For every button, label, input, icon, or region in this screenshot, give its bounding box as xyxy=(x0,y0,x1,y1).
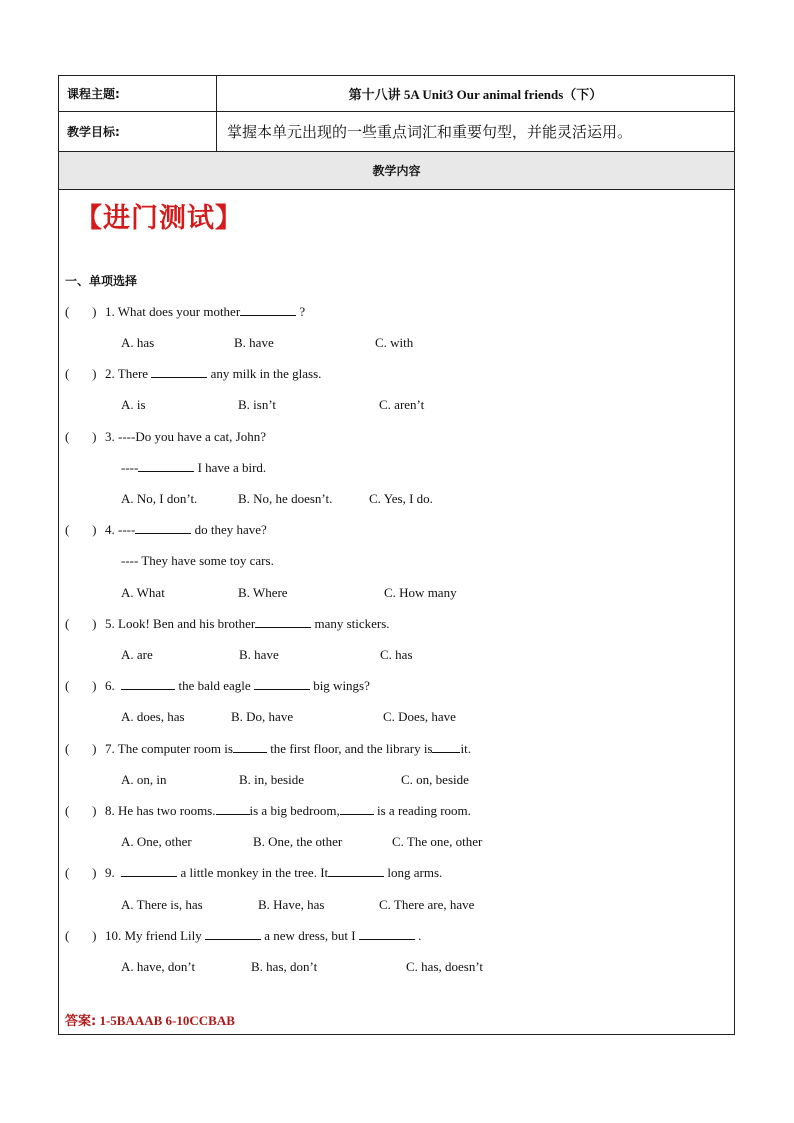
option-b[interactable]: B. have xyxy=(234,335,274,350)
goal-row xyxy=(59,112,734,152)
answer-blank[interactable] xyxy=(151,366,207,378)
option-c[interactable]: C. Yes, I do. xyxy=(369,491,433,506)
answer-blank[interactable] xyxy=(254,678,310,690)
answer-label: 答案: xyxy=(65,1014,97,1029)
question-6: ( ) 6. the bald eagle big wings? xyxy=(65,678,370,693)
option-b[interactable]: B. isn’t xyxy=(238,397,277,412)
answer-blank[interactable] xyxy=(359,928,415,940)
topic-value: 第十八讲 5A Unit3 Our animal friends（下） xyxy=(348,87,603,102)
option-b[interactable]: B. No, he doesn’t. xyxy=(238,491,333,506)
question-3: ( ) 3. ----Do you have a cat, John? xyxy=(65,429,266,444)
option-b[interactable]: B. Have, has xyxy=(258,897,325,912)
option-b[interactable]: B. Where xyxy=(238,585,288,600)
answer-key xyxy=(65,1010,235,1029)
answer-blank[interactable] xyxy=(121,865,177,877)
option-a[interactable]: A. is xyxy=(121,397,146,412)
content-header: 教学内容 xyxy=(372,164,421,178)
option-b[interactable]: B. One, the other xyxy=(253,834,343,849)
option-c[interactable]: C. with xyxy=(375,335,414,350)
option-a[interactable]: A. There is, has xyxy=(121,897,203,912)
answer-blank[interactable] xyxy=(138,460,194,472)
option-c[interactable]: C. on, beside xyxy=(401,772,469,787)
option-a[interactable]: A. No, I don’t. xyxy=(121,491,198,506)
option-a[interactable]: A. What xyxy=(121,585,165,600)
test-title: 【进门测试】 xyxy=(75,203,243,234)
answer-blank[interactable] xyxy=(340,803,374,815)
answer-value: 1-5BAAAB 6-10CCBAB xyxy=(99,1013,235,1028)
question-10: ( ) 10. My friend Lily a new dress, but I . xyxy=(65,928,422,943)
question-3-reply: ---- I have a bird. xyxy=(121,460,267,475)
answer-blank[interactable] xyxy=(328,865,384,877)
option-c[interactable]: C. has, doesn’t xyxy=(406,959,484,974)
question-4: ( ) 4. ---- do they have? xyxy=(65,522,267,537)
question-7: ( ) 7. The computer room is the first floor, and the library is it. xyxy=(65,741,471,756)
topic-row xyxy=(59,76,734,112)
option-a[interactable]: A. does, has xyxy=(121,709,185,724)
answer-blank[interactable] xyxy=(255,616,311,628)
option-b[interactable]: B. have xyxy=(239,647,279,662)
answer-blank[interactable] xyxy=(205,928,261,940)
option-c[interactable]: C. How many xyxy=(384,585,457,600)
option-a[interactable]: A. One, other xyxy=(121,834,192,849)
goal-label: 教学目标: xyxy=(59,112,217,151)
answer-blank[interactable] xyxy=(121,678,175,690)
answer-blank[interactable] xyxy=(216,803,250,815)
answer-blank[interactable] xyxy=(135,522,191,534)
option-a[interactable]: A. on, in xyxy=(121,772,167,787)
question-5: ( ) 5. Look! Ben and his brother many stickers. xyxy=(65,616,390,631)
question-2: ( ) 2. There any milk in the glass. xyxy=(65,366,322,381)
content-header-row xyxy=(59,152,734,190)
worksheet-table xyxy=(58,75,735,1035)
question-9: ( ) 9. a little monkey in the tree. It long arms. xyxy=(65,865,443,880)
topic-label: 课程主题: xyxy=(59,76,217,111)
option-c[interactable]: C. has xyxy=(380,647,413,662)
option-c[interactable]: C. aren’t xyxy=(379,397,425,412)
question-4-reply: ---- They have some toy cars. xyxy=(121,553,274,568)
answer-blank[interactable] xyxy=(240,304,296,316)
option-b[interactable]: B. has, don’t xyxy=(251,959,318,974)
answer-blank[interactable] xyxy=(432,741,460,753)
option-b[interactable]: B. Do, have xyxy=(231,709,294,724)
goal-value: 掌握本单元出现的一些重点词汇和重要句型，并能灵活运用。 xyxy=(227,123,633,141)
option-c[interactable]: C. Does, have xyxy=(383,709,456,724)
section-title: 一、单项选择 xyxy=(65,274,138,288)
option-c[interactable]: C. There are, have xyxy=(379,897,475,912)
content-area xyxy=(59,190,734,1034)
option-c[interactable]: C. The one, other xyxy=(392,834,483,849)
option-a[interactable]: A. has xyxy=(121,335,155,350)
option-a[interactable]: A. are xyxy=(121,647,153,662)
question-1: ( ) 1. What does your mother ? xyxy=(65,304,306,319)
question-8: ( ) 8. He has two rooms. is a big bedroom, is a reading room. xyxy=(65,803,471,818)
option-b[interactable]: B. in, beside xyxy=(239,772,304,787)
answer-blank[interactable] xyxy=(233,741,267,753)
option-a[interactable]: A. have, don’t xyxy=(121,959,196,974)
